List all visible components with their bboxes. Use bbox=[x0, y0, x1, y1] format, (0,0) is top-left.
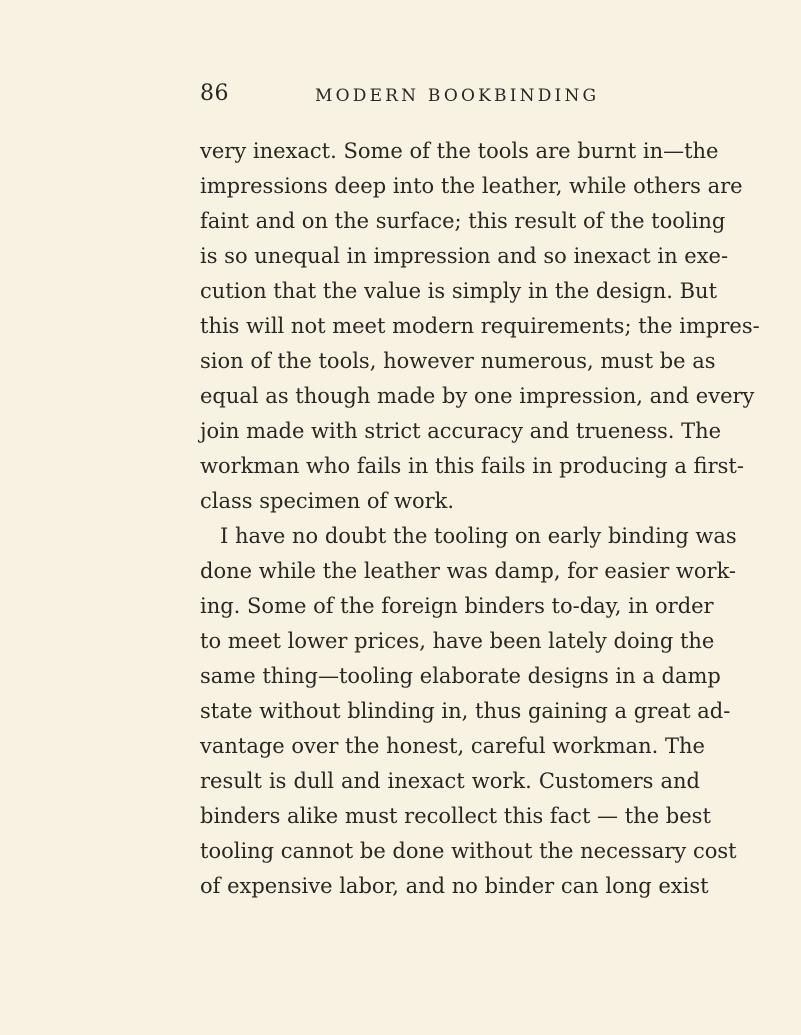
text-line: faint and on the surface; this result of the tooling bbox=[200, 209, 726, 233]
text-line: tooling cannot be done without the necessary cost bbox=[200, 839, 737, 863]
body-text bbox=[200, 134, 760, 904]
text-line: of expensive labor, and no binder can long exist bbox=[200, 874, 709, 898]
running-head: MODERN BOOKBINDING bbox=[315, 86, 600, 106]
text-line: sion of the tools, however numerous, must be as bbox=[200, 349, 716, 373]
text-line: cution that the value is simply in the design. But bbox=[200, 279, 718, 303]
text-line: ing. Some of the foreign binders to-day, in order bbox=[200, 594, 714, 618]
text-line: workman who fails in this fails in producing a first- bbox=[200, 454, 744, 478]
text-line: same thing—tooling elaborate designs in a damp bbox=[200, 664, 721, 688]
text-line: join made with strict accuracy and trueness. The bbox=[200, 419, 722, 443]
text-line: state without blinding in, thus gaining a great ad- bbox=[200, 699, 731, 723]
text-line: done while the leather was damp, for easier work- bbox=[200, 559, 737, 583]
text-line: result is dull and inexact work. Customers and bbox=[200, 769, 700, 793]
page-header bbox=[200, 82, 700, 112]
text-line: this will not meet modern requirements; the impres- bbox=[200, 314, 760, 338]
text-line: class specimen of work. bbox=[200, 489, 455, 513]
paragraph-start-line: I have no doubt the tooling on early binding was bbox=[220, 524, 737, 548]
text-line: is so unequal in impression and so inexact in exe- bbox=[200, 244, 729, 268]
text-line: binders alike must recollect this fact — the best bbox=[200, 804, 711, 828]
text-line: impressions deep into the leather, while others are bbox=[200, 174, 743, 198]
text-line: to meet lower prices, have been lately doing the bbox=[200, 629, 715, 653]
text-line: very inexact. Some of the tools are burnt in—the bbox=[200, 139, 719, 163]
page-number: 86 bbox=[200, 81, 229, 106]
text-line: equal as though made by one impression, and every bbox=[200, 384, 755, 408]
text-line: vantage over the honest, careful workman. The bbox=[200, 734, 705, 758]
